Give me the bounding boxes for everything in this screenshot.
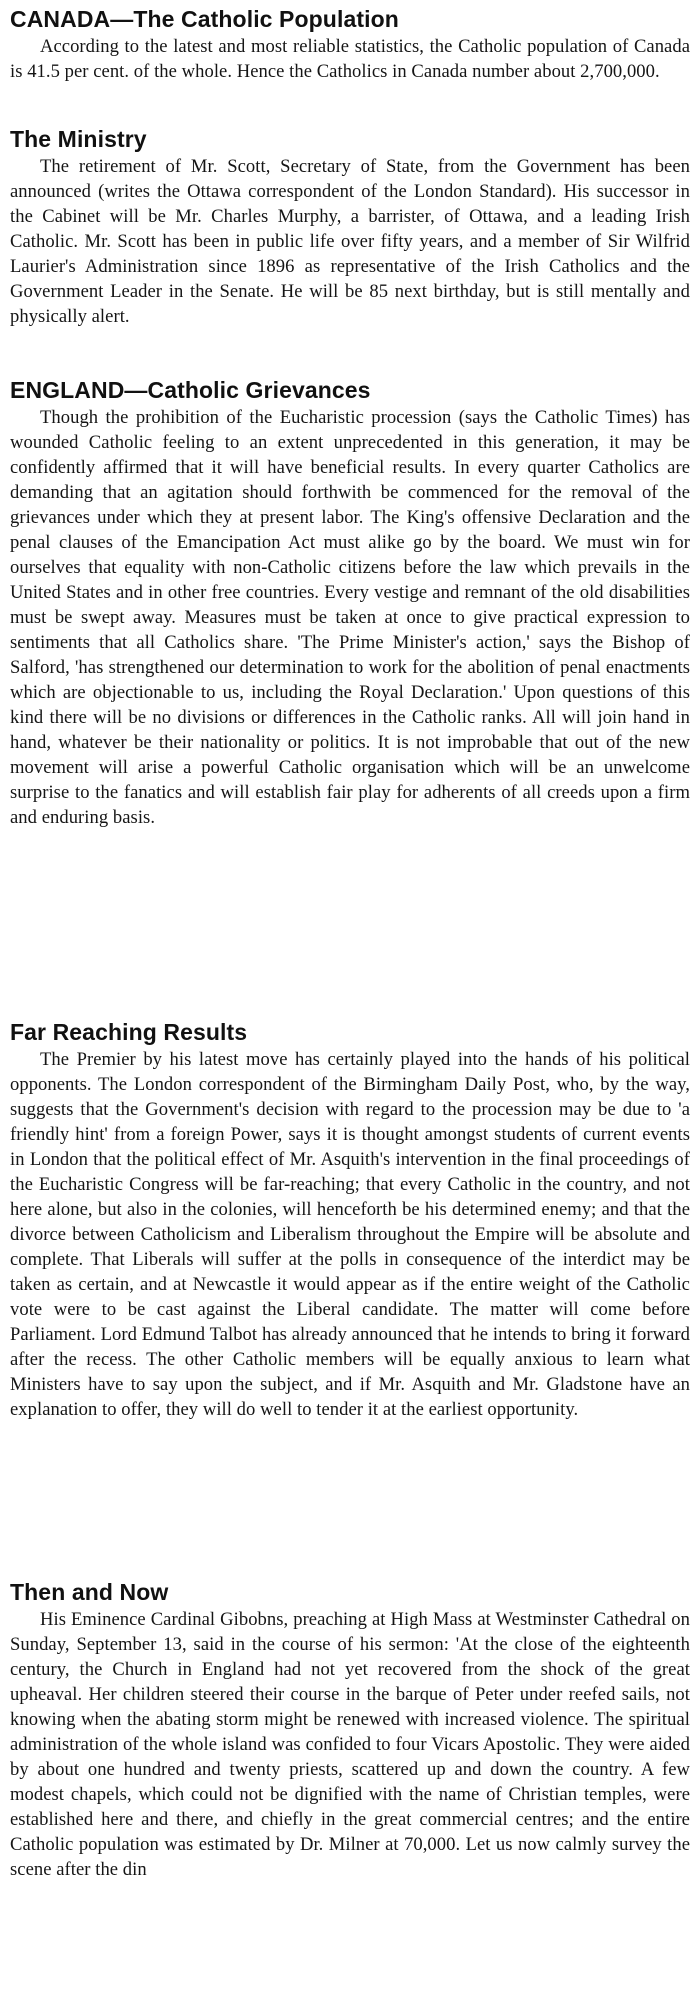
section-england bbox=[10, 377, 690, 1019]
section-far-reaching bbox=[10, 1019, 690, 1579]
paragraph-canada-text: According to the latest and most reliable statistics, the Catholic population of Canada is 41.5 per cent. of the whole. Hence the Catholics in Canada number about 2,700,000. bbox=[10, 36, 690, 82]
paragraph-far-reaching-text: The Premier by his latest move has certainly played into the hands of his political opponents. The London correspondent of the Birmingham Daily Post, who, by the way, suggests that the Government's decision with regard to the procession may be due to 'a friendly hint' from a foreign Power, says it is thought amongst students of current events in London that the political effect of Mr. Asquith's intervention in the final proceedings of the Eucharistic Congress will be far-reaching; that every Catholic in the country, and not here alone, but also in the colonies, will henceforth be his determined enemy; and that the divorce between Catholicism and Liberalism throughout the Empire will be absolute and complete. That Liberals will suffer at the polls in consequence of the interdict may be taken as certain, and at Newcastle it would appear as if the entire weight of the Catholic vote were to be cast against the Liberal candidate. The matter will come before Parliament. Lord Edmund Talbot has already announced that he intends to bring it forward after the recess. The other Catholic members will be equally anxious to learn what Ministers have to say upon the subject, and if Mr. Asquith and Mr. Gladstone have an explanation to offer, they will do well to tender it at the earliest opportunity. bbox=[10, 1049, 690, 1420]
section-canada bbox=[10, 6, 690, 126]
paragraph-england-text: Though the prohibition of the Eucharistic procession (says the Catholic Times) has wounded Catholic feeling to an extent unprecedented in this generation, it may be confidently affirmed that it will have beneficial results. In every quarter Catholics are demanding that an agitation should forthwith be commenced for the removal of the grievances under which they at present labor. The King's offensive Declaration and the penal clauses of the Emancipation Act must alike go by the board. We must win for ourselves that equality with non-Catholic citizens before the law which prevails in the United States and in other free countries. Every vestige and remnant of the old disabilities must be swept away. Measures must be taken at once to give practical expression to sentiments that all Catholics share. 'The Prime Minister's action,' says the Bishop of Salford, 'has strengthened our determination to work for the abolition of penal enactments which are objectionable to us, including the Royal Declaration.' Upon questions of this kind there will be no divisions or differences in the Catholic ranks. All will join hand in hand, whatever be their nationality or politics. It is not improbable that out of the new movement will arise a powerful Catholic organisation which will be an unwelcome surprise to the fanatics and will establish fair play for adherents of all creeds upon a firm and enduring basis. bbox=[10, 407, 690, 828]
paragraph-ministry bbox=[10, 154, 690, 329]
paragraph-england bbox=[10, 405, 690, 830]
paragraph-canada bbox=[10, 34, 690, 84]
paragraph-ministry-text: The retirement of Mr. Scott, Secretary of State, from the Government has been announced (writes the Ottawa correspondent of the London Standard). His successor in the Cabinet will be Mr. Charles Murphy, a barrister, of Ottawa, and a leading Irish Catholic. Mr. Scott has been in public life over fifty years, and a member of Sir Wilfrid Laurier's Administration since 1896 as representative of the Irish Catholics and the Government Leader in the Senate. He will be 85 next birthday, but is still mentally and physically alert. bbox=[10, 156, 690, 327]
section-then-and-now bbox=[10, 1579, 690, 1999]
paragraph-far-reaching bbox=[10, 1047, 690, 1422]
heading-canada: CANADA—The Catholic Population bbox=[10, 6, 399, 32]
heading-england: ENGLAND—Catholic Grievances bbox=[10, 377, 371, 403]
paragraph-then-and-now bbox=[10, 1607, 690, 1882]
paragraph-then-and-now-text: His Eminence Cardinal Gibobns, preaching at High Mass at Westminster Cathedral on Sunday, September 13, said in the course of his sermon: 'At the close of the eighteenth century, the Church in England had not yet recovered from the shock of the great upheaval. Her children steered their course in the barque of Peter under reefed sails, not knowing when the abating storm might be renewed with increased violence. The spiritual administration of the whole island was confided to four Vicars Apostolic. They were aided by about one hundred and twenty priests, scattered up and down the country. A few modest chapels, which could not be dignified with the name of Christian temples, were established here and there, and chiefly in the great commercial centres; and the entire Catholic population was estimated by Dr. Milner at 70,000. Let us now calmly survey the scene after the din bbox=[10, 1609, 690, 1880]
section-ministry bbox=[10, 126, 690, 377]
heading-ministry: The Ministry bbox=[10, 126, 147, 152]
heading-far-reaching: Far Reaching Results bbox=[10, 1019, 248, 1045]
heading-then-and-now: Then and Now bbox=[10, 1579, 169, 1605]
